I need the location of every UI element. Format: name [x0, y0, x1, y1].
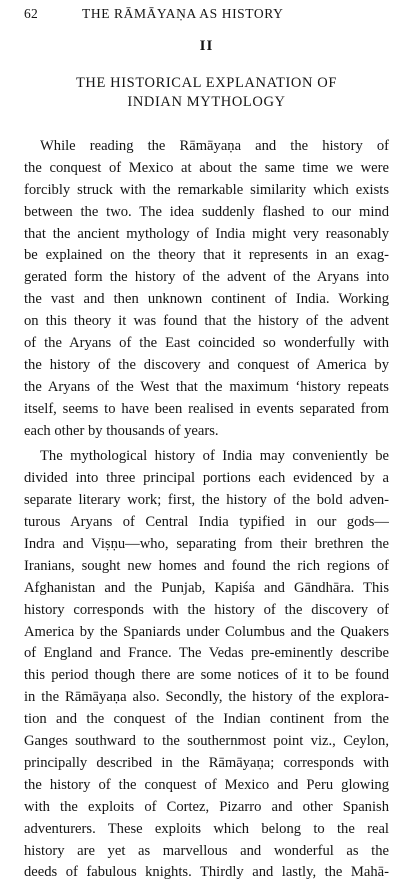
- text-line: turous Aryans of Central India typified in our gods—: [24, 514, 389, 531]
- running-head: [24, 4, 389, 26]
- text-line: itself, seems to have been realised in events separated from: [24, 400, 389, 417]
- text-line: Iranians, sought new homes and found the rich regions of: [24, 557, 389, 574]
- body-text: [24, 136, 389, 884]
- text-line: each other by thousands of years.: [24, 422, 219, 439]
- text-line: the history of the discovery and conquest of America by: [24, 356, 389, 373]
- chapter-number: II: [199, 38, 214, 54]
- text-line: separate literary work; first, the history of the bold adven-: [24, 492, 389, 509]
- text-line: with the exploits of Cortez, Pizarro and other Spanish: [24, 798, 389, 815]
- text-line: the vast and then unknown continent of India. Working: [24, 291, 389, 308]
- text-line: the history of the conquest of Mexico and Peru glowing: [24, 776, 389, 793]
- text-line: Indra and Viṣṇu—who, separating from their brethren the: [24, 536, 389, 553]
- text-line: of the Aryans of the East coincided so wonderfully with: [24, 335, 389, 352]
- text-line: The mythological history of India may conveniently be: [40, 448, 389, 465]
- text-line: America by the Spaniards under Columbus and the Quakers: [24, 623, 389, 640]
- chapter-title-line: THE HISTORICAL EXPLANATION OF: [75, 75, 338, 91]
- text-line: the Aryans of the West that the maximum ‘history repeats: [24, 378, 389, 395]
- text-line: be explained on the theory that it represents in an exag-: [24, 247, 389, 264]
- running-title: THE RĀMĀYAṆA AS HISTORY: [82, 6, 284, 21]
- page-number: 62: [24, 6, 39, 21]
- text-line: that the ancient mythology of India might very reasonably: [24, 225, 389, 242]
- text-line: the conquest of Mexico at about the same time we were: [24, 159, 389, 176]
- text-line: tion and the conquest of the Indian continent from the: [24, 711, 389, 728]
- text-line: adventurers. These exploits which belong to the real: [24, 820, 389, 837]
- text-line: in the Rāmāyaṇa also. Secondly, the history of the explora-: [24, 689, 389, 706]
- chapter-title-line: INDIAN MYTHOLOGY: [127, 94, 286, 110]
- text-line: history are yet as marvellous and wonderful as the: [24, 842, 389, 859]
- text-line: between the two. The idea suddenly flashed to our mind: [24, 203, 389, 220]
- paragraph: [24, 446, 389, 884]
- text-line: Ganges southward to the southernmost point viz., Ceylon,: [24, 733, 389, 750]
- text-line: history corresponds with the history of the discovery of: [24, 601, 389, 618]
- paragraph: [24, 136, 389, 442]
- text-line: this period though there are some notices of it to be found: [24, 667, 389, 684]
- text-line: deeds of fabulous knights. Thirdly and lastly, the Mahā-: [24, 864, 389, 881]
- text-line: While reading the Rāmāyaṇa and the history of: [40, 138, 389, 154]
- text-line: on this theory it was found that the history of the advent: [24, 313, 389, 330]
- text-line: Afghanistan and the Punjab, Kapiśa and Gāndhāra. This: [24, 579, 389, 596]
- text-line: of England and France. The Vedas pre-eminently describe: [24, 645, 389, 662]
- text-line: forcibly struck with the remarkable similarity which exists: [24, 181, 389, 198]
- text-line: divided into three principal portions each evidenced by a: [24, 470, 389, 487]
- chapter-title: [24, 74, 389, 112]
- text-line: principally described in the Rāmāyaṇa; corresponds with: [24, 754, 389, 771]
- text-line: gerated form the history of the advent of the Aryans into: [24, 269, 389, 286]
